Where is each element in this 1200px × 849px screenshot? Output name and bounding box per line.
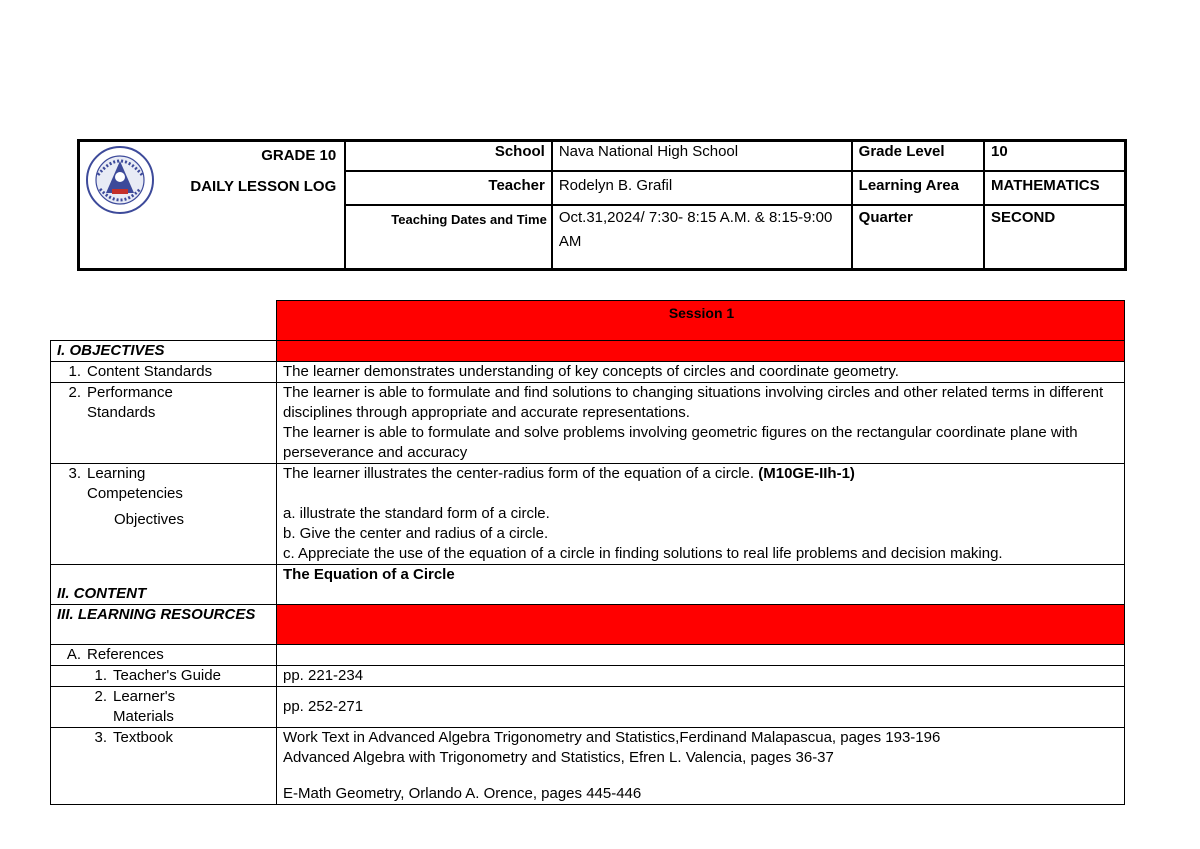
objective-b: b. Give the center and radius of a circle. [283, 525, 549, 542]
learners-materials-label: 2. Learner's Materials [51, 687, 277, 728]
performance-standards-label: 2. Performance Standards [51, 383, 277, 464]
learning-competencies-label: 3. Learning Competencies Objectives [51, 464, 277, 565]
performance-standards-row [51, 383, 1125, 464]
objectives-heading: I. OBJECTIVES [51, 341, 277, 362]
learning-resources-row [51, 605, 1125, 645]
learning-competencies-row [51, 464, 1125, 565]
textbook-3: E-Math Geometry, Orlando A. Orence, pages 445-446 [283, 785, 642, 802]
teachers-guide-pages: pp. 221-234 [277, 666, 1125, 687]
learning-resources-heading: III. LEARNING RESOURCES [51, 605, 277, 645]
content-standards-row [51, 362, 1125, 383]
objective-a: a. illustrate the standard form of a circle. [283, 505, 550, 522]
grade-title: GRADE 10 [261, 147, 337, 164]
teacher-label: Teacher [345, 171, 552, 205]
objectives-row [51, 341, 1125, 362]
performance-standards-text: The learner is able to formulate and find solutions to changing situations involving circles and other related terms in different disciplines through appropriate and accurate representations. The learner is able to formulate and solve problems involving geometric figures on the rectangular coordinate plane with perseverance and accuracy [277, 383, 1125, 464]
quarter-label: Quarter [852, 205, 984, 270]
textbook-1: Work Text in Advanced Algebra Trigonometry and Statistics,Ferdinand Malapascua, pages 193-196 [283, 729, 941, 746]
dates-label: Teaching Dates and Time [345, 205, 552, 270]
content-standards-text: The learner demonstrates understanding of key concepts of circles and coordinate geometry. [277, 362, 1125, 383]
teachers-guide-row [51, 666, 1125, 687]
school-label: School [345, 141, 552, 172]
teacher-value: Rodelyn B. Grafil [552, 171, 852, 205]
learning-area-label: Learning Area [852, 171, 984, 205]
dates-value: Oct.31,2024/ 7:30- 8:15 A.M. & 8:15-9:00 AM [552, 205, 852, 270]
learners-materials-row [51, 687, 1125, 728]
competency-code: (M10GE-IIh-1) [758, 465, 855, 482]
objective-c: c. Appreciate the use of the equation of a circle in finding solutions to real life problems and decision making. [283, 545, 1003, 562]
objectives-label: Objectives [114, 511, 185, 528]
content-standards-label: 1. Content Standards [51, 362, 277, 383]
quarter-value: SECOND [984, 205, 1125, 270]
learning-competencies-text: The learner illustrates the center-radius form of the equation of a circle. (M10GE-IIh-1) a. illustrate the standard form of a circle. b. Give the center and radius of a circle. c. Appreciate the use of the equation of a circle in finding solutions to real life problems and decision making. [277, 464, 1125, 565]
session-header: Session 1 [277, 301, 1125, 341]
grade-level-value: 10 [984, 141, 1125, 172]
textbook-list [277, 728, 1125, 805]
school-value: Nava National High School [552, 141, 852, 172]
teachers-guide-label: 1. Teacher's Guide [51, 666, 277, 687]
references-label: A. References [51, 645, 277, 666]
session-row [51, 301, 1125, 341]
references-row [51, 645, 1125, 666]
content-text: The Equation of a Circle [277, 565, 1125, 605]
daily-lesson-log-title: DAILY LESSON LOG [190, 178, 337, 195]
grade-level-label: Grade Level [852, 141, 984, 172]
logo-cell [79, 141, 346, 270]
textbook-2: Advanced Algebra with Trigonometry and Statistics, Efren L. Valencia, pages 36-37 [283, 749, 834, 766]
textbook-label: 3. Textbook [51, 728, 277, 805]
header-table [77, 139, 1127, 271]
content-heading: II. CONTENT [51, 565, 277, 605]
lesson-table [50, 300, 1125, 805]
content-row [51, 565, 1125, 605]
textbook-row [51, 728, 1125, 805]
learners-materials-pages: pp. 252-271 [277, 687, 1125, 728]
learning-area-value: MATHEMATICS [984, 171, 1125, 205]
deped-seal-logo [82, 145, 158, 215]
